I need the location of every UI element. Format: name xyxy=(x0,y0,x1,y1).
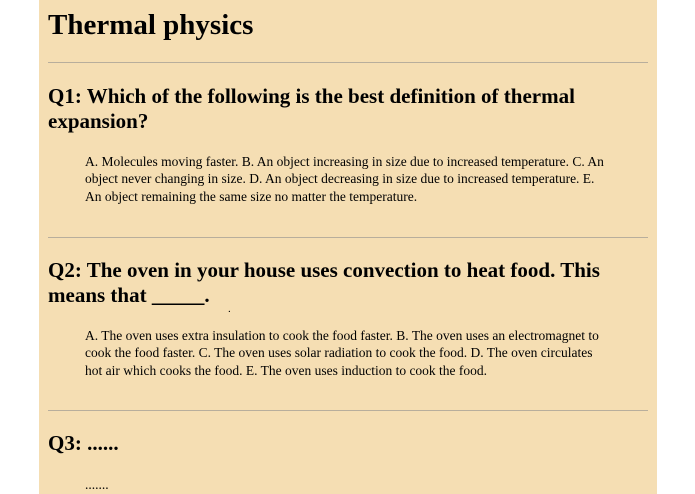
question-1-title: Q1: Which of the following is the best definition of thermal expansion? xyxy=(48,84,575,133)
divider xyxy=(48,237,648,238)
question-3-title: Q3: ...... xyxy=(48,431,119,455)
quiz-page xyxy=(39,0,657,494)
divider xyxy=(48,410,648,411)
stray-dot: . xyxy=(228,303,231,315)
question-2-options: A. The oven uses extra insulation to cook the food faster. B. The oven uses an electromagnet to cook the food faster. C. The oven uses solar radiation to cook the food. D. The oven circulates hot air which cooks the food. E. The oven uses induction to cook the food. xyxy=(85,328,599,378)
page-title: Thermal physics xyxy=(48,9,254,41)
question-3-options: ....... xyxy=(85,477,109,492)
question-1-options: A. Molecules moving faster. B. An object increasing in size due to increased temperature. C. An object never changing in size. D. An object decreasing in size due to increased temperature. E. An object remaining the same size no matter the temperature. xyxy=(85,154,604,204)
divider xyxy=(48,62,648,63)
question-2-title: Q2: The oven in your house uses convection to heat food. This means that _____. xyxy=(48,258,600,307)
